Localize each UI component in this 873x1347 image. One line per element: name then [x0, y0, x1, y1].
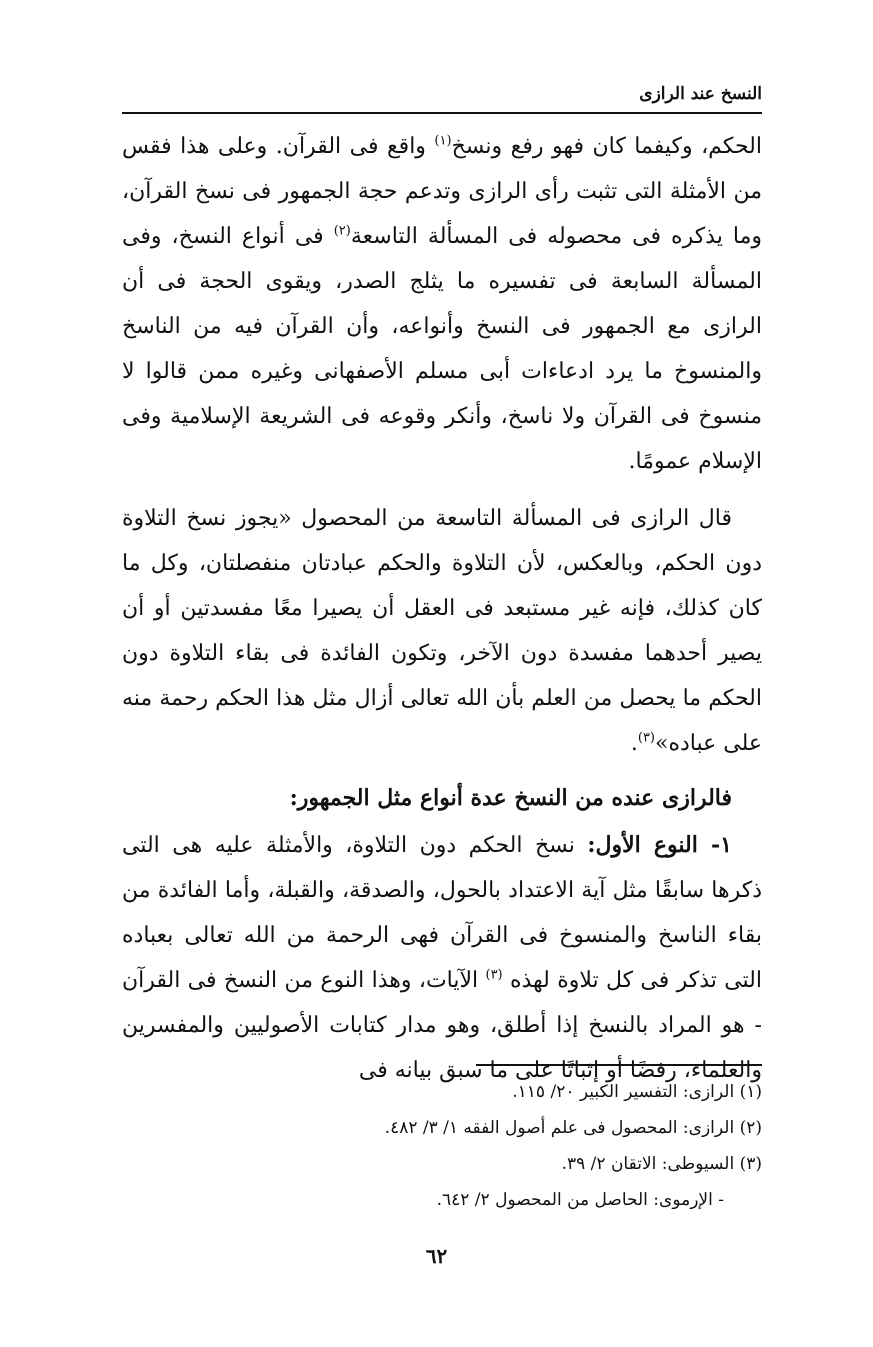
footnote-separator [476, 1064, 762, 1066]
paragraph-2-text-b: . [630, 731, 638, 756]
footnote-3: (٣) السيوطى: الاتقان ٢/ ٣٩. [561, 1154, 762, 1174]
paragraph-3-text-a: نسخ الحكم دون التلاوة، والأمثلة عليه هى التى ذكرها سابقًا مثل آية الاعتداد بالحول، والصدقة، والقبلة، وأما الفائدة من بقاء الناسخ والمنسوخ فى القرآن فهى الرحمة من الله تعالى بعباده التى تذكر فى كل تلاوة لهذه [122, 833, 762, 993]
paragraph-1-text-c: فى أنواع النسخ، وفى المسألة السابعة فى تفسيره ما يثلج الصدر، ويقوى الحجة فى أن الرازى مع الجمهور فى النسخ وأنواعه، وأن القرآن فيه من الناسخ والمنسوخ ما يرد ادعاءات أبى مسلم الأصفهانى وغيره ممن قالوا لا منسوخ فى القرآن ولا ناسخ، وأنكر وقوعه فى الشريعة الإسلامية وفى الإسلام عمومًا. [122, 224, 762, 474]
running-header [122, 84, 762, 114]
footnotes [122, 1074, 762, 1218]
footnote-ref-2: (٢) [333, 223, 351, 239]
paragraph-2-text-a: قال الرازى فى المسألة التاسعة من المحصول «يجوز نسخ التلاوة دون الحكم، وبالعكس، لأن التلاوة والحكم عبادتان منفصلتان، وكل ما كان كذلك، فإنه غير مستبعد فى العقل أن يصيرا معًا مفسدتين أو أن يصير أحدهما مفسدة دون الآخر، وتكون الفائدة فى بقاء التلاوة دون الحكم ما يحصل من العلم بأن الله تعالى أزال مثل هذا الحكم رحمة منه على عباده» [122, 506, 762, 756]
footnote-3-continuation: - الإرموى: الحاصل من المحصول ٢/ ٦٤٢. [436, 1190, 724, 1210]
paragraph-1-text-b: واقع فى القرآن. وعلى هذا فقس من الأمثلة التى تثبت رأى الرازى وتدعم حجة الجمهور فى نسخ القرآن، وما يذكره فى محصوله فى المسألة التاسعة [122, 134, 763, 249]
paragraph-3-text-b: الآيات، وهذا النوع من النسخ فى القرآن - هو المراد بالنسخ إذا أطلق، وهو مدار كتابات الأصوليين والمفسرين والعلماء، رفضًا أو إثباتًا على ما سبق بيانه فى [122, 968, 762, 1083]
body-text [122, 124, 762, 1093]
paragraph-1 [122, 124, 762, 484]
footnote-ref-3b: (٣) [485, 967, 503, 983]
page-number: ٦٢ [425, 1244, 448, 1268]
footnote-2: (٢) الرازى: المحصول فى علم أصول الفقه ١/ ٣/ ٤٨٢. [384, 1118, 762, 1138]
paragraph-3-lead: ١- النوع الأول: [587, 832, 732, 858]
footnote-ref-3: (٣) [637, 730, 655, 746]
paragraph-1-text-a: الحكم، وكيفما كان فهو رفع ونسخ [451, 134, 762, 159]
paragraph-2 [122, 496, 762, 766]
section-subheading: فالرازى عنده من النسخ عدة أنواع مثل الجمهور: [289, 785, 732, 811]
footnote-1: (١) الرازى: التفسير الكبير ٢٠/ ١١٥. [512, 1082, 762, 1102]
paragraph-3 [122, 823, 762, 1093]
footnote-ref-1: (١) [434, 133, 452, 149]
running-header-title: النسخ عند الرازى [629, 84, 762, 104]
